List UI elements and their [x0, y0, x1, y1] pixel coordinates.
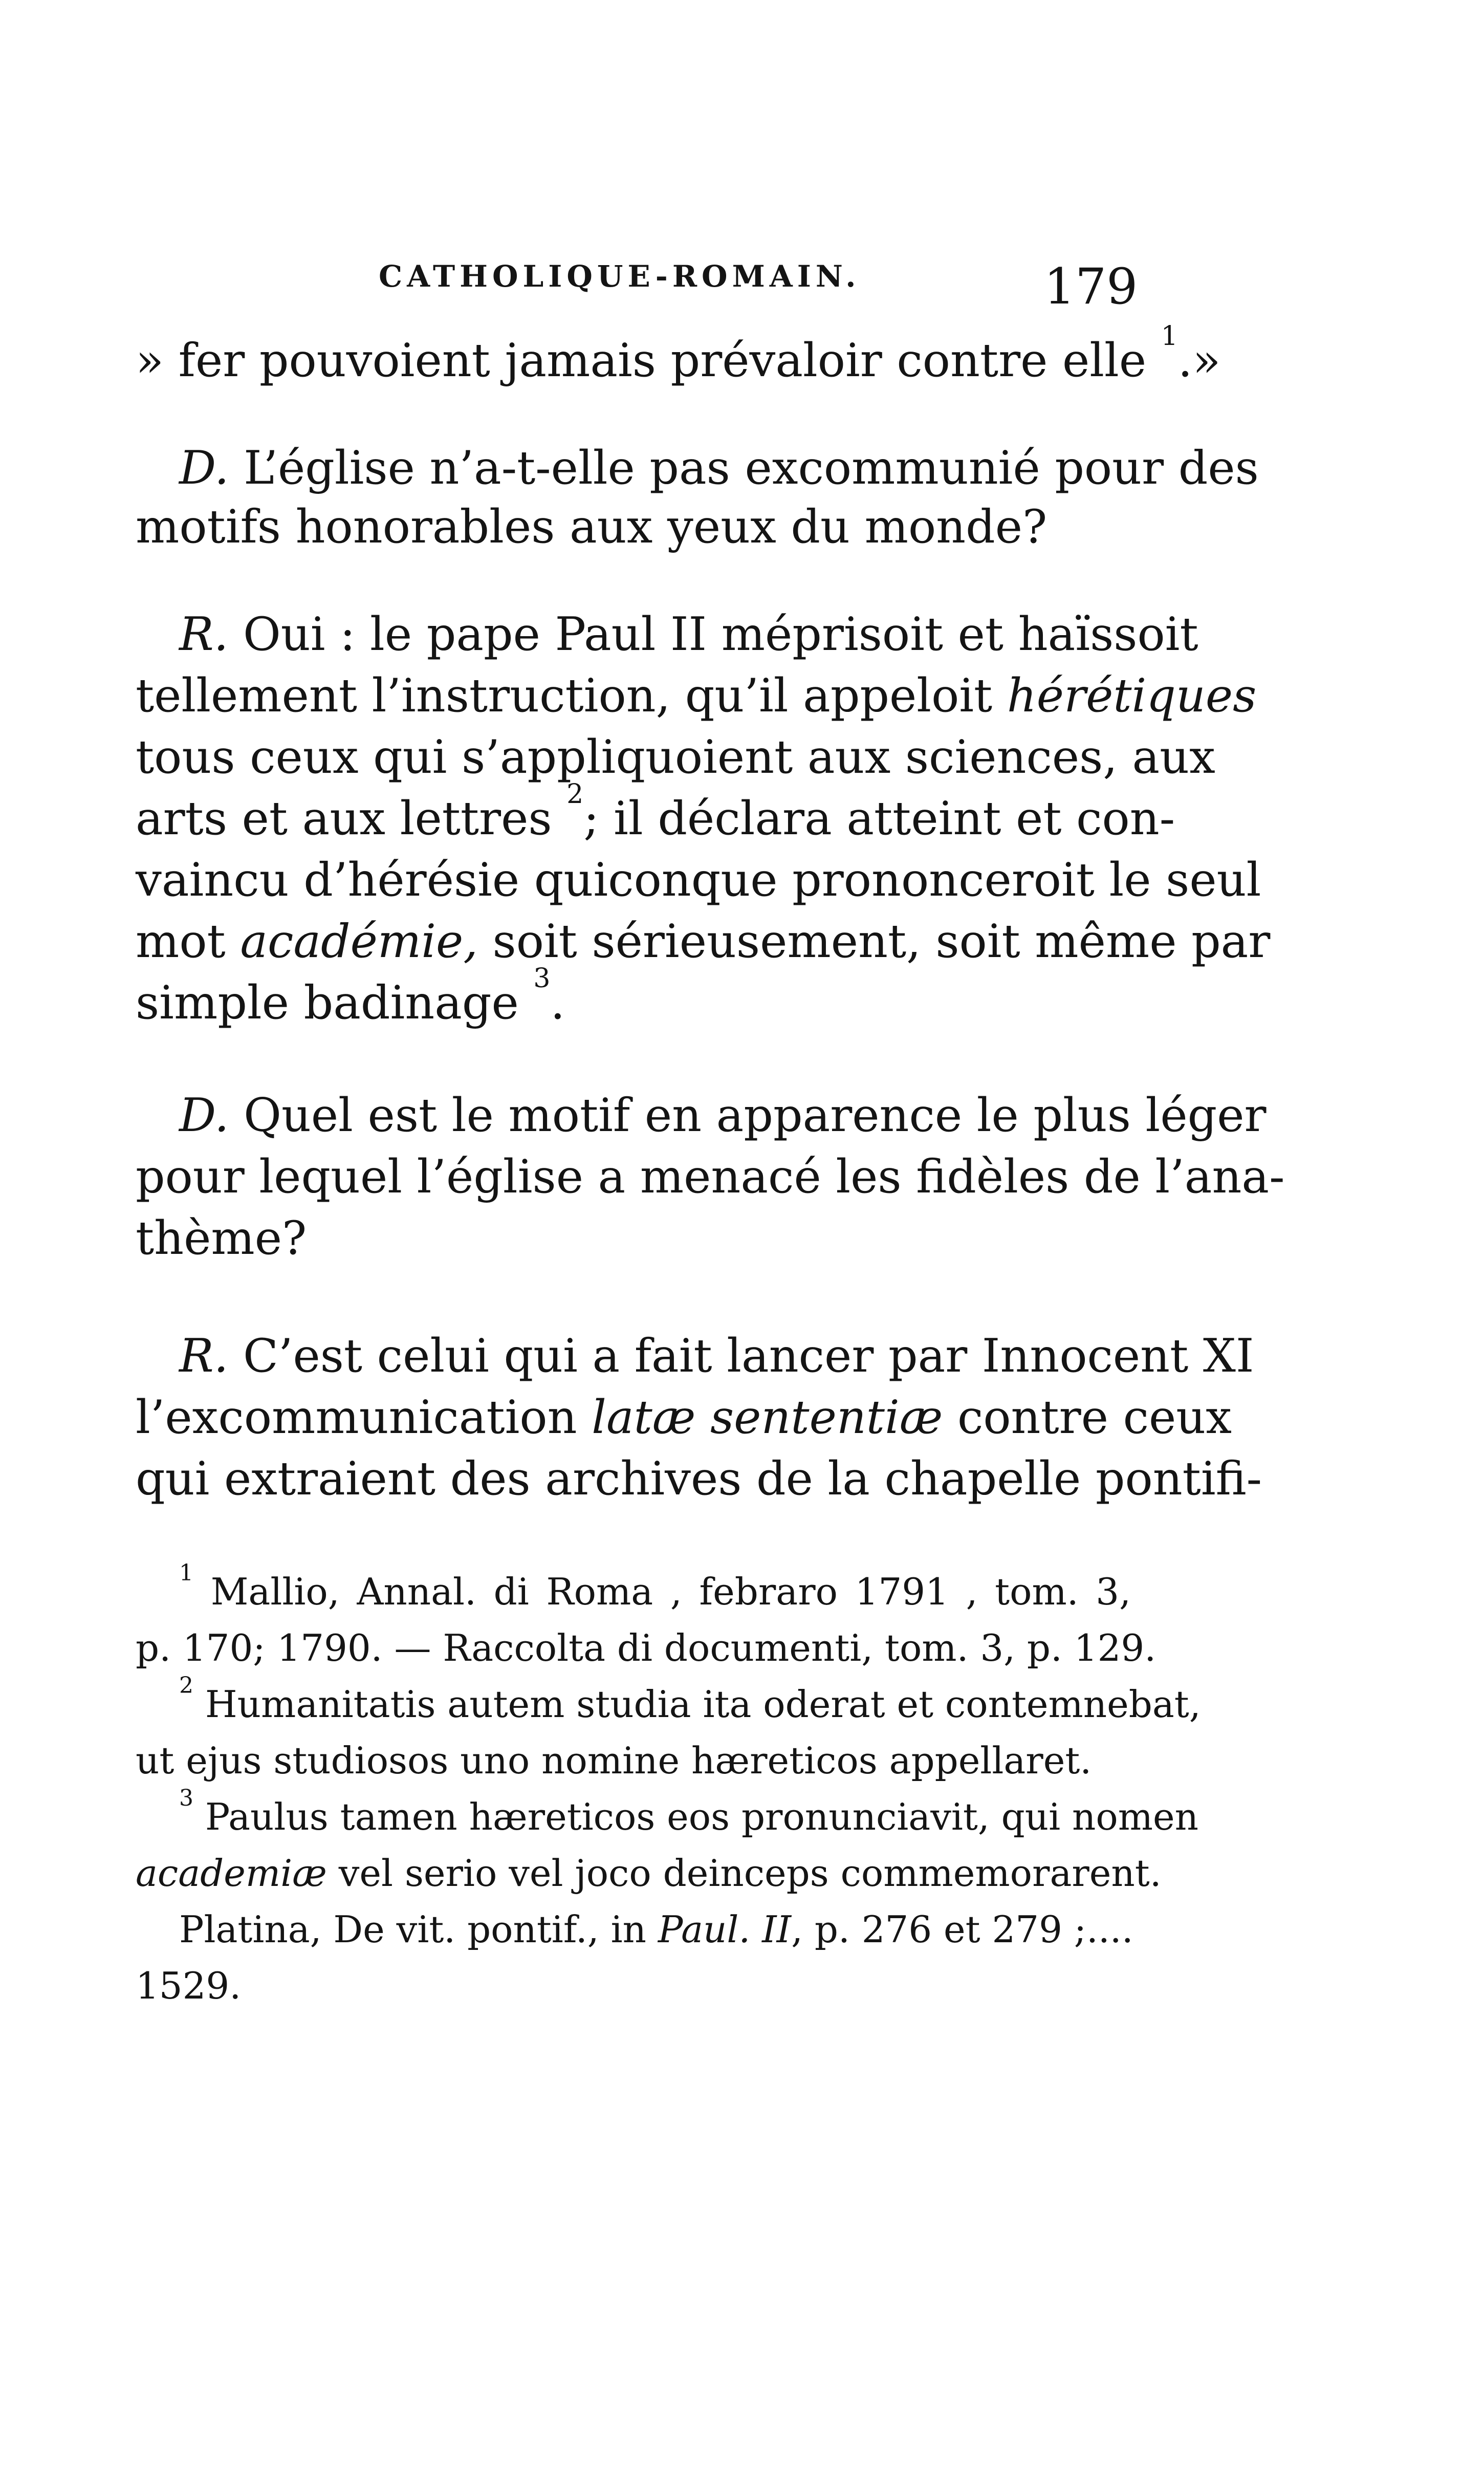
- question-line: thème?: [136, 1211, 307, 1265]
- answer-line: simple badinage $^3$.: [136, 963, 565, 1030]
- footnote-mark: 1: [179, 1560, 193, 1586]
- question-label: D.: [179, 1089, 229, 1142]
- answer-line: mot académie, soit sérieusement, soit même par: [136, 915, 1271, 968]
- footnote-line: $^2$ Humanitatis autem studia ita oderat et contemnebat,: [179, 1673, 1201, 1726]
- question-line: D. Quel est le motif en apparence le plus léger: [179, 1089, 1267, 1142]
- answer-line: qui extraient des archives de la chapelle pontifi-: [136, 1452, 1262, 1506]
- footnote-line: p. 170; 1790. — Raccolta di documenti, tom. 3, p. 129.: [136, 1626, 1156, 1669]
- answer-line: R. Oui : le pape Paul II méprisoit et haïssoit: [179, 607, 1198, 661]
- footnote-line: $^3$ Paulus tamen hæreticos eos pronunciavit, qui nomen: [179, 1785, 1198, 1838]
- footnote-line: 1529.: [136, 1964, 242, 2007]
- footnote-mark: 3: [179, 1785, 193, 1811]
- question-line: motifs honorables aux yeux du monde?: [136, 500, 1047, 554]
- answer-line: l’excommunication latæ sententiæ contre ceux: [136, 1391, 1232, 1444]
- footnote-mark: 2: [179, 1673, 193, 1699]
- footnote-ref: 1: [1161, 321, 1178, 352]
- footnote-ref: 2: [566, 779, 584, 810]
- running-title: CATHOLIQUE-ROMAIN.: [379, 259, 861, 294]
- footnote-line: $^1$ Mallio, Annal. di Roma , febraro 1791 , tom. 3,: [179, 1560, 1131, 1613]
- text-line: » fer pouvoient jamais prévaloir contre elle $^1$.»: [136, 321, 1221, 387]
- question-line: D. L’église n’a-t-elle pas excommunié pour des: [179, 441, 1259, 495]
- footnote-line: academiæ vel serio vel joco deinceps commemorarent.: [136, 1852, 1162, 1895]
- answer-line: tellement l’instruction, qu’il appeloit hérétiques: [136, 669, 1257, 723]
- page-number: 179: [1044, 258, 1138, 315]
- footnote-line: Platina, De vit. pontif., in Paul. II, p. 276 et 279 ;....: [179, 1908, 1133, 1951]
- answer-line: arts et aux lettres $^2$; il déclara atteint et con-: [136, 779, 1175, 845]
- question-label: D.: [179, 441, 229, 495]
- answer-line: R. C’est celui qui a fait lancer par Innocent XI: [179, 1329, 1254, 1383]
- footnote-line: ut ejus studiosos uno nomine hæreticos appellaret.: [136, 1739, 1092, 1782]
- question-line: pour lequel l’église a menacé les fidèles de l’ana-: [136, 1150, 1285, 1204]
- answer-line: tous ceux qui s’appliquoient aux sciences, aux: [136, 730, 1215, 784]
- answer-label: R.: [179, 1329, 229, 1383]
- answer-label: R.: [179, 607, 229, 661]
- answer-line: vaincu d’hérésie quiconque prononceroit le seul: [136, 853, 1261, 907]
- footnote-ref: 3: [533, 963, 551, 994]
